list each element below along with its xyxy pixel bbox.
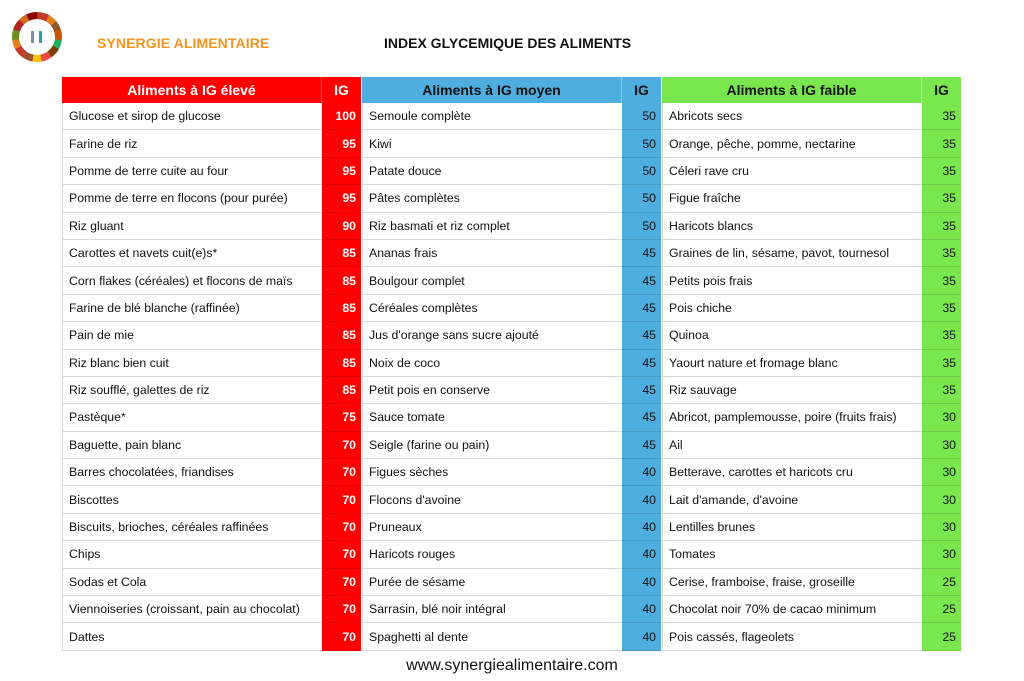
food-name-cell: Farine de blé blanche (raffinée)	[62, 295, 322, 322]
ig-value-cell: 40	[622, 623, 661, 650]
food-name-cell: Boulgour complet	[362, 267, 622, 294]
table-row	[362, 459, 661, 486]
ig-value-cell: 45	[622, 350, 661, 377]
table-row	[62, 432, 361, 459]
table-row	[662, 569, 961, 596]
table-row	[662, 432, 961, 459]
ig-value-cell: 45	[622, 322, 661, 349]
ig-value-cell: 95	[322, 185, 361, 212]
table-row	[662, 377, 961, 404]
ig-value-cell: 90	[322, 213, 361, 240]
food-name-cell: Figues sèches	[362, 459, 622, 486]
table-row	[362, 486, 661, 513]
food-name-cell: Pain de mie	[62, 322, 322, 349]
food-name-cell: Tomates	[662, 541, 922, 568]
food-name-cell: Seigle (farine ou pain)	[362, 432, 622, 459]
ig-value-cell: 85	[322, 350, 361, 377]
column-header-food: Aliments à IG élevé	[62, 77, 322, 103]
food-name-cell: Pastèque*	[62, 404, 322, 431]
ig-value-cell: 70	[322, 569, 361, 596]
table-row	[362, 377, 661, 404]
table-row	[62, 623, 361, 650]
ig-value-cell: 85	[322, 295, 361, 322]
food-name-cell: Chocolat noir 70% de cacao minimum	[662, 596, 922, 623]
table-row	[662, 130, 961, 157]
table-row	[362, 185, 661, 212]
table-row	[362, 596, 661, 623]
ig-value-cell: 30	[922, 459, 961, 486]
food-name-cell: Glucose et sirop de glucose	[62, 103, 322, 130]
glycemic-index-table	[62, 77, 964, 651]
brand-name: SYNERGIE ALIMENTAIRE	[97, 35, 270, 51]
food-name-cell: Semoule complète	[362, 103, 622, 130]
table-row	[662, 541, 961, 568]
food-name-cell: Pomme de terre en flocons (pour purée)	[62, 185, 322, 212]
food-name-cell: Betterave, carottes et haricots cru	[662, 459, 922, 486]
food-name-cell: Carottes et navets cuit(e)s*	[62, 240, 322, 267]
ig-value-cell: 35	[922, 185, 961, 212]
ig-value-cell: 35	[922, 158, 961, 185]
food-name-cell: Corn flakes (céréales) et flocons de maïs	[62, 267, 322, 294]
column-header-ig: IG	[934, 82, 949, 98]
food-name-cell: Abricot, pamplemousse, poire (fruits frais)	[662, 404, 922, 431]
table-row	[62, 130, 361, 157]
column-header-food: Aliments à IG faible	[662, 77, 922, 103]
ig-value-cell: 45	[622, 377, 661, 404]
ig-value-cell: 100	[322, 103, 361, 130]
ig-value-cell: 50	[622, 185, 661, 212]
table-row	[662, 240, 961, 267]
table-row	[662, 404, 961, 431]
food-circle-logo-icon	[12, 12, 62, 62]
food-name-cell: Yaourt nature et fromage blanc	[662, 350, 922, 377]
table-row	[62, 514, 361, 541]
table-row	[362, 432, 661, 459]
table-row	[362, 322, 661, 349]
table-row	[62, 459, 361, 486]
food-name-cell: Barres chocolatées, friandises	[62, 459, 322, 486]
table-row	[62, 541, 361, 568]
ig-value-cell: 45	[622, 432, 661, 459]
table-row	[362, 295, 661, 322]
table-row	[362, 623, 661, 650]
table-row	[62, 295, 361, 322]
ig-value-cell: 50	[622, 158, 661, 185]
ig-value-cell: 30	[922, 514, 961, 541]
ig-value-cell: 45	[622, 295, 661, 322]
food-name-cell: Patate douce	[362, 158, 622, 185]
table-row	[362, 213, 661, 240]
ig-value-cell: 35	[922, 213, 961, 240]
table-row	[362, 267, 661, 294]
food-name-cell: Pois chiche	[662, 295, 922, 322]
ig-value-cell: 35	[922, 377, 961, 404]
ig-value-cell: 35	[922, 103, 961, 130]
table-row	[62, 185, 361, 212]
table-row	[662, 322, 961, 349]
table-row	[62, 213, 361, 240]
table-row	[662, 596, 961, 623]
food-name-cell: Biscuits, brioches, céréales raffinées	[62, 514, 322, 541]
ig-value-cell: 75	[322, 404, 361, 431]
ig-value-cell: 35	[922, 322, 961, 349]
page-title: INDEX GLYCEMIQUE DES ALIMENTS	[384, 35, 632, 51]
table-row	[62, 486, 361, 513]
food-name-cell: Riz sauvage	[662, 377, 922, 404]
food-name-cell: Lentilles brunes	[662, 514, 922, 541]
ig-value-cell: 35	[922, 350, 961, 377]
food-name-cell: Noix de coco	[362, 350, 622, 377]
table-row	[362, 130, 661, 157]
table-row	[662, 486, 961, 513]
food-name-cell: Abricots secs	[662, 103, 922, 130]
ig-value-cell: 35	[922, 130, 961, 157]
food-name-cell: Orange, pêche, pomme, nectarine	[662, 130, 922, 157]
table-row	[362, 541, 661, 568]
food-name-cell: Quinoa	[662, 322, 922, 349]
food-name-cell: Riz soufflé, galettes de riz	[62, 377, 322, 404]
table-row	[362, 514, 661, 541]
food-name-cell: Pruneaux	[362, 514, 622, 541]
table-row	[62, 404, 361, 431]
ig-value-cell: 85	[322, 267, 361, 294]
food-name-cell: Chips	[62, 541, 322, 568]
table-row	[62, 322, 361, 349]
person-figure-icon	[31, 31, 34, 43]
food-name-cell: Sauce tomate	[362, 404, 622, 431]
ig-value-cell: 45	[622, 404, 661, 431]
high-gi-group	[62, 77, 361, 651]
column-header-row	[662, 77, 961, 103]
food-name-cell: Kiwi	[362, 130, 622, 157]
ig-value-cell: 40	[622, 596, 661, 623]
column-header-row	[362, 77, 661, 103]
table-row	[62, 350, 361, 377]
ig-value-cell: 70	[322, 541, 361, 568]
ig-value-cell: 85	[322, 322, 361, 349]
table-row	[62, 569, 361, 596]
ig-value-cell: 30	[922, 432, 961, 459]
ig-value-cell: 45	[622, 240, 661, 267]
table-row	[62, 103, 361, 130]
food-name-cell: Petits pois frais	[662, 267, 922, 294]
food-name-cell: Sodas et Cola	[62, 569, 322, 596]
food-name-cell: Jus d'orange sans sucre ajouté	[362, 322, 622, 349]
person-figure-icon	[39, 31, 42, 43]
food-name-cell: Viennoiseries (croissant, pain au chocolat)	[62, 596, 322, 623]
ig-value-cell: 30	[922, 404, 961, 431]
ig-value-cell: 95	[322, 130, 361, 157]
table-row	[662, 295, 961, 322]
ig-value-cell: 85	[322, 240, 361, 267]
table-row	[662, 459, 961, 486]
table-row	[62, 240, 361, 267]
ig-value-cell: 50	[622, 213, 661, 240]
website-url: www.synergiealimentaire.com	[406, 657, 618, 674]
table-row	[62, 158, 361, 185]
ig-value-cell: 70	[322, 459, 361, 486]
ig-value-cell: 70	[322, 432, 361, 459]
food-name-cell: Riz gluant	[62, 213, 322, 240]
food-name-cell: Sarrasin, blé noir intégral	[362, 596, 622, 623]
table-row	[62, 596, 361, 623]
food-name-cell: Ail	[662, 432, 922, 459]
food-name-cell: Céréales complètes	[362, 295, 622, 322]
food-name-cell: Baguette, pain blanc	[62, 432, 322, 459]
ig-value-cell: 40	[622, 541, 661, 568]
food-name-cell: Haricots rouges	[362, 541, 622, 568]
food-name-cell: Céleri rave cru	[662, 158, 922, 185]
food-name-cell: Riz blanc bien cuit	[62, 350, 322, 377]
table-row	[362, 350, 661, 377]
table-row	[662, 185, 961, 212]
ig-value-cell: 95	[322, 158, 361, 185]
food-name-cell: Lait d'amande, d'avoine	[662, 486, 922, 513]
ig-value-cell: 25	[922, 596, 961, 623]
table-row	[662, 623, 961, 650]
table-row	[362, 103, 661, 130]
food-name-cell: Riz basmati et riz complet	[362, 213, 622, 240]
ig-value-cell: 25	[922, 569, 961, 596]
food-name-cell: Ananas frais	[362, 240, 622, 267]
table-row	[362, 404, 661, 431]
column-header-food: Aliments à IG moyen	[362, 77, 622, 103]
table-row	[362, 569, 661, 596]
ig-value-cell: 40	[622, 569, 661, 596]
ig-value-cell: 40	[622, 514, 661, 541]
medium-gi-group	[362, 77, 661, 651]
food-name-cell: Petit pois en conserve	[362, 377, 622, 404]
column-header-row	[62, 77, 361, 103]
food-name-cell: Dattes	[62, 623, 322, 650]
table-row	[62, 377, 361, 404]
column-header-ig: IG	[634, 82, 649, 98]
ig-value-cell: 35	[922, 267, 961, 294]
food-name-cell: Purée de sésame	[362, 569, 622, 596]
ig-value-cell: 70	[322, 623, 361, 650]
ig-value-cell: 70	[322, 486, 361, 513]
ig-value-cell: 50	[622, 103, 661, 130]
table-row	[662, 103, 961, 130]
ig-value-cell: 50	[622, 130, 661, 157]
ig-value-cell: 70	[322, 596, 361, 623]
food-name-cell: Pomme de terre cuite au four	[62, 158, 322, 185]
food-name-cell: Haricots blancs	[662, 213, 922, 240]
food-name-cell: Pois cassés, flageolets	[662, 623, 922, 650]
food-name-cell: Cerise, framboise, fraise, groseille	[662, 569, 922, 596]
food-name-cell: Figue fraîche	[662, 185, 922, 212]
table-row	[662, 267, 961, 294]
ig-value-cell: 85	[322, 377, 361, 404]
ig-value-cell: 25	[922, 623, 961, 650]
ig-value-cell: 35	[922, 295, 961, 322]
table-row	[62, 267, 361, 294]
table-row	[662, 350, 961, 377]
ig-value-cell: 40	[622, 459, 661, 486]
logo-center	[19, 19, 55, 55]
ig-value-cell: 30	[922, 486, 961, 513]
table-row	[662, 158, 961, 185]
food-name-cell: Pâtes complètes	[362, 185, 622, 212]
low-gi-group	[662, 77, 961, 651]
ig-value-cell: 70	[322, 514, 361, 541]
ig-value-cell: 45	[622, 267, 661, 294]
ig-value-cell: 35	[922, 240, 961, 267]
food-name-cell: Spaghetti al dente	[362, 623, 622, 650]
food-name-cell: Biscottes	[62, 486, 322, 513]
column-header-ig: IG	[334, 82, 349, 98]
food-name-cell: Flocons d'avoine	[362, 486, 622, 513]
table-row	[362, 240, 661, 267]
ig-value-cell: 40	[622, 486, 661, 513]
food-name-cell: Farine de riz	[62, 130, 322, 157]
table-row	[662, 514, 961, 541]
food-name-cell: Graines de lin, sésame, pavot, tournesol	[662, 240, 922, 267]
table-row	[662, 213, 961, 240]
table-row	[362, 158, 661, 185]
ig-value-cell: 30	[922, 541, 961, 568]
